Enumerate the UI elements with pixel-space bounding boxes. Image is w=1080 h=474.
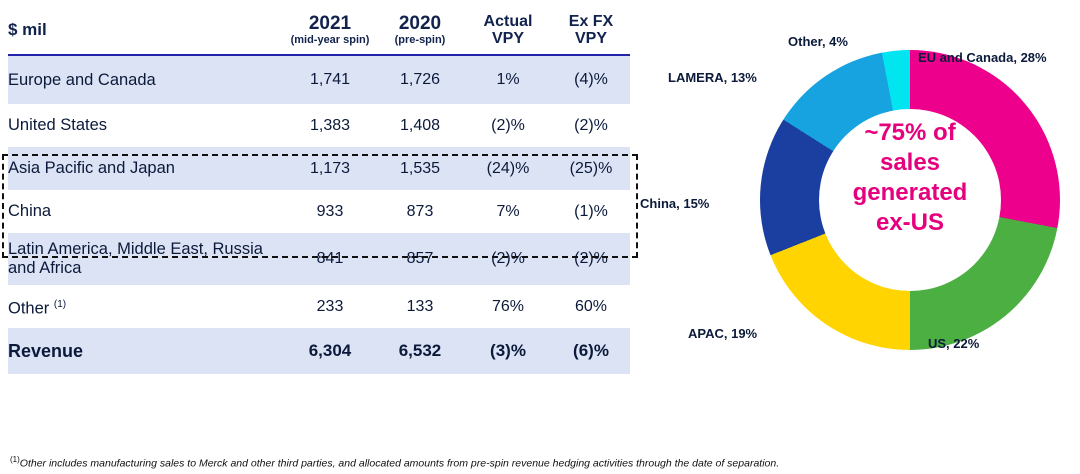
table-row: [8, 190, 630, 233]
row-actual-vpy: (2)%: [464, 233, 552, 285]
header-exfx-vpy: [552, 6, 630, 55]
row-actual-vpy: 7%: [464, 190, 552, 233]
slice-label-lamera: LAMERA, 13%: [668, 70, 757, 85]
row-exfx-vpy: (6)%: [552, 328, 630, 374]
revenue-table: [8, 6, 630, 374]
row-exfx-vpy: (2)%: [552, 104, 630, 147]
row-2020: 6,532: [376, 328, 464, 374]
slice-label-china: China, 15%: [640, 196, 710, 211]
header-2021-sub: (mid-year spin): [290, 33, 370, 46]
row-label: Revenue: [8, 328, 284, 374]
donut-chart: [640, 0, 1080, 440]
slice-label-apac: APAC, 19%: [688, 326, 758, 341]
table-row: [8, 233, 630, 285]
footnote: [10, 455, 779, 470]
donut-center-label: [819, 118, 1001, 238]
row-2021: 841: [284, 233, 376, 285]
header-actual-vpy-line1: Actual: [483, 13, 533, 30]
table-total-row: [8, 328, 630, 374]
row-label: United States: [8, 104, 284, 147]
row-actual-vpy: (2)%: [464, 104, 552, 147]
row-exfx-vpy: 60%: [552, 285, 630, 328]
table-row: [8, 104, 630, 147]
header-actual-vpy-line2: VPY: [491, 30, 524, 47]
slice-label-other: Other, 4%: [788, 34, 848, 49]
row-2021: 1,741: [284, 55, 376, 104]
table-row: [8, 55, 630, 104]
row-2021: 6,304: [284, 328, 376, 374]
header-2020: [376, 6, 464, 55]
header-2020-main: 2020: [398, 12, 442, 34]
footnote-text: Other includes manufacturing sales to Merck and other third parties, and allocated amounts from pre-spin revenue hedging activities through the date of separation.: [19, 457, 780, 470]
row-label-footnote-marker: (1): [53, 298, 67, 310]
row-2021: 933: [284, 190, 376, 233]
row-2021: 1,383: [284, 104, 376, 147]
row-label: [8, 285, 284, 328]
footnote-marker: (1): [10, 455, 20, 464]
center-line-4: ex-US: [875, 209, 945, 236]
header-unit-label: $ mil: [8, 6, 284, 55]
row-2020: 1,408: [376, 104, 464, 147]
row-2021: 1,173: [284, 147, 376, 190]
table-row: [8, 147, 630, 190]
row-label: China: [8, 190, 284, 233]
revenue-table-container: [8, 6, 630, 374]
row-2020: 1,726: [376, 55, 464, 104]
header-2021-main: 2021: [308, 12, 352, 34]
row-actual-vpy: (24)%: [464, 147, 552, 190]
center-line-2: sales: [879, 149, 941, 176]
row-label: Europe and Canada: [8, 55, 284, 104]
slice-label-eu-canada: EU and Canada, 28%: [918, 50, 1047, 65]
row-label: Latin America, Middle East, Russia and Africa: [8, 233, 284, 285]
row-2020: 873: [376, 190, 464, 233]
table-header-row: [8, 6, 630, 55]
table-row: [8, 285, 630, 328]
header-2021: [284, 6, 376, 55]
row-2020: 857: [376, 233, 464, 285]
row-exfx-vpy: (25)%: [552, 147, 630, 190]
row-actual-vpy: 76%: [464, 285, 552, 328]
header-exfx-vpy-line1: Ex FX: [568, 13, 614, 30]
center-line-3: generated: [852, 179, 968, 206]
row-2020: 133: [376, 285, 464, 328]
header-exfx-vpy-line2: VPY: [574, 30, 607, 47]
row-actual-vpy: 1%: [464, 55, 552, 104]
center-line-1: ~75% of: [864, 119, 956, 146]
header-actual-vpy: [464, 6, 552, 55]
slice-label-us: US, 22%: [928, 336, 980, 351]
header-2020-sub: (pre-spin): [394, 33, 446, 46]
row-2020: 1,535: [376, 147, 464, 190]
row-2021: 233: [284, 285, 376, 328]
row-exfx-vpy: (1)%: [552, 190, 630, 233]
row-label-text: Other: [8, 299, 54, 318]
row-exfx-vpy: (2)%: [552, 233, 630, 285]
row-actual-vpy: (3)%: [464, 328, 552, 374]
row-exfx-vpy: (4)%: [552, 55, 630, 104]
row-label: Asia Pacific and Japan: [8, 147, 284, 190]
